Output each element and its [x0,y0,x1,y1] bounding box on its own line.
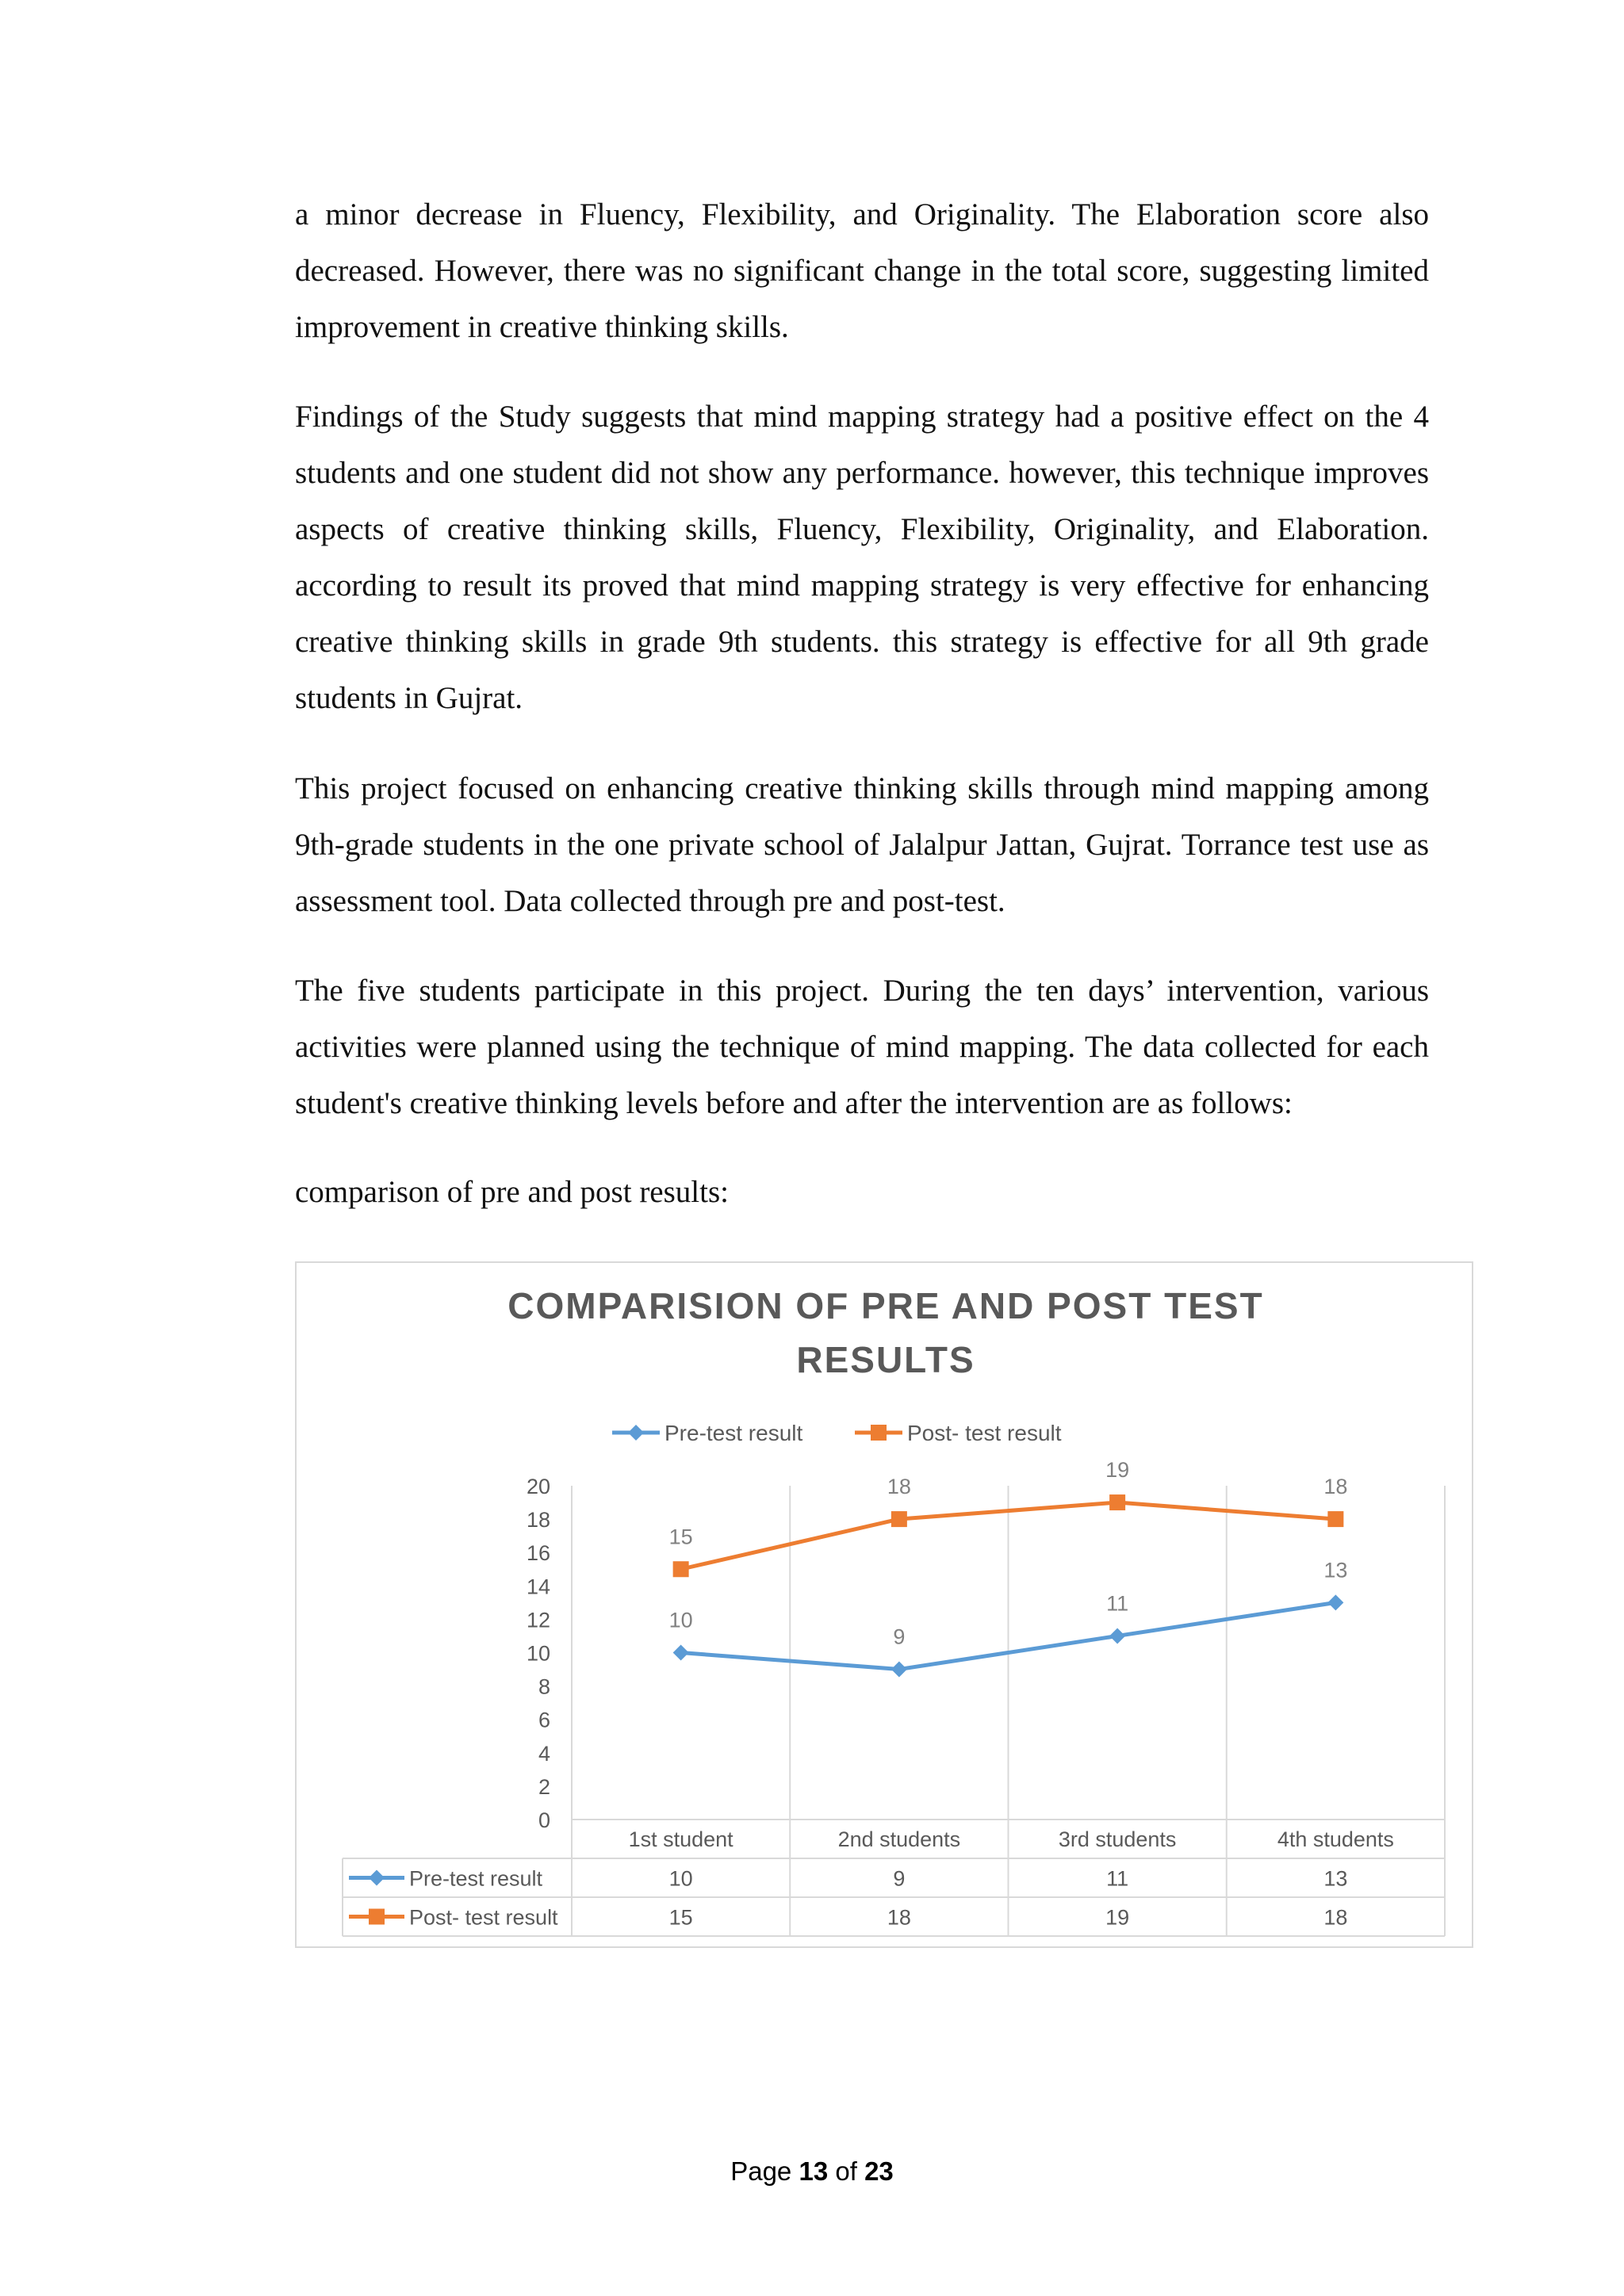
chart-title-line-2: RESULTS [796,1339,975,1380]
chart-title-line-1: COMPARISION OF PRE AND POST TEST [508,1285,1264,1326]
legend-marker-2 [871,1425,887,1441]
y-tick-label-6: 6 [538,1708,550,1732]
y-tick-label-16: 16 [526,1541,550,1566]
paragraph-3: This project focused on enhancing creative thinking skills through mind mapping among 9th-grade students in the one private school of Jalalpur Jattan, Gujrat. Torrance test use as assessment tool. Data collected through pre and post-test. [295,771,1429,918]
table-cell-s1-2: 9 [893,1866,906,1891]
data-point-s1-1 [673,1645,689,1661]
table-cell-s1-3: 11 [1106,1866,1129,1891]
y-tick-label-0: 0 [538,1808,550,1832]
data-label-s1-3: 11 [1106,1591,1129,1616]
legend-label-1: Pre-test result [665,1421,803,1445]
data-label-s2-2: 18 [887,1475,911,1499]
y-tick-label-12: 12 [526,1608,550,1632]
paragraph-2: Findings of the Study suggests that mind mapping strategy had a positive effect on the 4 students and one student did not show any performance. however, this technique improves aspects of creative thinking skills, Fluency, Flexibility, Originality, and Elaboration. according to result its proved that mind mapping strategy is very effective for enhancing creative thinking skills in grade 9th students. this strategy is effective for all 9th grade students in Gujrat. [295,400,1429,715]
data-point-s2-1 [673,1561,689,1577]
table-legend-marker-1 [369,1870,385,1886]
table-series-name-1: Pre-test result [409,1866,543,1891]
data-label-s2-4: 18 [1323,1475,1348,1499]
data-label-s1-1: 10 [668,1608,693,1632]
y-tick-label-10: 10 [526,1641,550,1666]
table-cell-s2-4: 18 [1323,1905,1348,1930]
table-cell-s2-3: 19 [1105,1905,1130,1930]
footer-prefix: Page [730,2156,792,2186]
x-category-label-4: 4th students [1277,1827,1394,1851]
y-tick-label-2: 2 [538,1774,550,1799]
chart-svg [297,1263,1475,1950]
table-cell-s1-4: 13 [1323,1866,1348,1891]
x-category-label-1: 1st student [628,1827,733,1851]
y-tick-label-20: 20 [526,1475,550,1498]
data-label-s2-1: 15 [668,1525,693,1549]
data-point-s2-4 [1327,1511,1343,1527]
data-label-s1-4: 13 [1323,1558,1348,1582]
data-point-s2-2 [891,1511,907,1527]
legend-marker-1 [628,1425,644,1441]
table-cell-s2-1: 15 [668,1905,693,1930]
y-tick-label-14: 14 [526,1575,550,1599]
data-label-s2-3: 19 [1105,1458,1130,1483]
x-category-label-3: 3rd students [1058,1827,1177,1851]
page-footer [0,2156,1624,2187]
data-point-s1-2 [891,1662,907,1678]
y-tick-label-8: 8 [538,1674,550,1699]
data-point-s2-3 [1109,1494,1125,1510]
table-cell-s2-2: 18 [887,1905,911,1930]
paragraph-5: comparison of pre and post results: [295,1175,729,1209]
chart-container [295,1261,1473,1948]
table-legend-marker-2 [369,1909,385,1925]
data-point-s1-4 [1327,1594,1343,1610]
table-cell-s1-1: 10 [668,1866,693,1891]
legend-label-2: Post- test result [907,1421,1062,1445]
footer-page-number: 13 [799,2156,829,2186]
paragraph-4: The five students participate in this project. During the ten days’ intervention, various activities were planned using the technique of mind mapping. The data collected for each student's creative thinking levels before and after the intervention are as follows: [295,974,1429,1120]
y-tick-label-4: 4 [538,1741,550,1766]
table-series-name-2: Post- test result [409,1905,558,1930]
paragraph-1: a minor decrease in Fluency, Flexibility, and Originality. The Elaboration score also decreased. However, there was no significant change in the total score, suggesting limited improvement in creative thinking skills. [295,197,1429,344]
footer-total-pages: 23 [864,2156,894,2186]
data-label-s1-2: 9 [893,1624,906,1649]
data-point-s1-3 [1109,1628,1125,1644]
footer-of: of [835,2156,857,2186]
y-tick-label-18: 18 [526,1508,550,1533]
x-category-label-2: 2nd students [837,1827,961,1851]
